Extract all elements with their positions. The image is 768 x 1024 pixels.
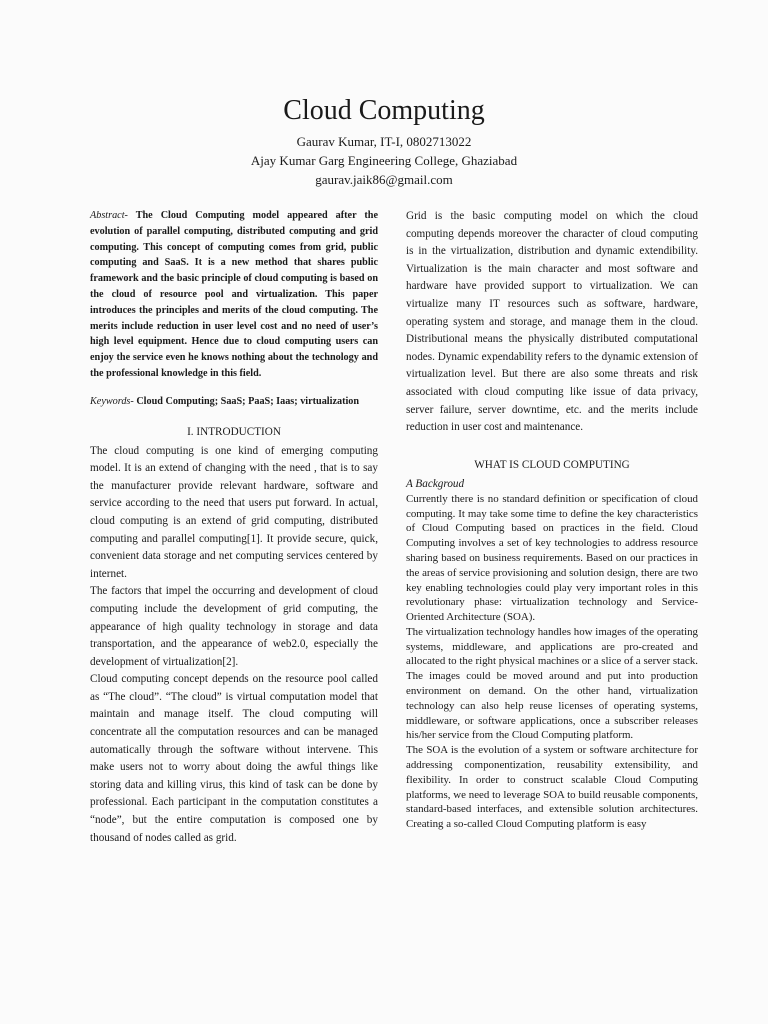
grid-paragraph: Grid is the basic computing model on which the cloud computing depends moreover the character of cloud computing is in the virtualization, distribution and dynamic extendibility. Virtualization is the main character and most software and hardware have provided support to virtualization. We can virtualize many IT resources such as software, hardware, operating system and storage, and manage them in the cloud. Distributional means the physically distributed computational nodes. Dynamic expendability refers to the dynamic extension of virtualization level. But there are also some threats and risk associated with cloud computing like issue of data privacy, server failure, server downtime, etc. and the merits include reduction in user cost and maintenance.	[406, 210, 698, 434]
right-column	[406, 208, 698, 832]
abstract-label: Abstract-	[90, 210, 128, 221]
affiliation: Ajay Kumar Garg Engineering College, Ghaziabad	[250, 153, 518, 168]
background-paragraph-1: Currently there is no standard definition or specification of cloud computing. It may take some time to define the key characteristics of Cloud Computing based on practices in the field. Cloud Computing involves a set of key technologies to address resource sharing based on business requirements. Based on our practices in the areas of service provisioning and solution design, there are two key enabling technologies could play very important roles in this revolutionary phase: virtualization technology and Service-Oriented Architecture (SOA).	[406, 492, 698, 624]
intro-paragraph-1: The cloud computing is one kind of emerging computing model. It is an extend of changing with the need , that is to say the manufacturer provide relevant hardware, software and service according to the need that users put forward. In actual, cloud computing is an extend of grid computing, distributed computing and parallel computing[1]. It provide secure, quick, convenient data storage and net computing services centered by internet.	[90, 444, 378, 580]
background-paragraph-2: The virtualization technology handles how images of the operating systems, middleware, and applications are pro-created and allocated to the right physical machines or a slice of a server stack. The images could be moved around and put into production environment on demand. On the other hand, virtualization technology can also help reuse licenses of operating systems, middleware, or software applications, once a subscriber releases his/her service from the Cloud Computing platform.	[406, 625, 698, 742]
email: gaurav.jaik86@gmail.com	[315, 172, 453, 187]
left-column	[90, 208, 378, 847]
intro-paragraph-2: The factors that impel the occurring and development of cloud computing include the development of grid computing, the appearance of high quality technology in storage and data transportation, and the appearance of web2.0, especially the development of virtualization[2].	[90, 585, 378, 668]
keywords-text: Cloud Computing; SaaS; PaaS; Iaas; virtualization	[133, 395, 360, 407]
keywords	[90, 394, 378, 410]
keywords-label: Keywords-	[90, 395, 134, 407]
author-line: Gaurav Kumar, IT-I, 0802713022	[296, 134, 472, 149]
abstract	[90, 208, 378, 382]
section-heading-what-is-cloud: WHAT IS CLOUD COMPUTING	[474, 458, 630, 471]
subheading-background: A Backgroud	[406, 477, 465, 490]
intro-paragraph-3: Cloud computing concept depends on the resource pool called as “The cloud”. “The cloud” is virtual computation model that maintain and manage itself. The cloud computing will concentrate all the computation resources and can be managed automatically through the software without intervene. This make users not to worry about doing the awful things like storing data and killing virus, this kind of task can be done by professional. Each participant in the computation constitutes a “node”, but the entire computation is composed one by thousand of nodes called as grid.	[90, 673, 378, 844]
abstract-text: The Cloud Computing model appeared after the evolution of parallel computing, distributed computing and grid computing. This concept of computing comes from grid, public computing and SaaS. It is a new method that shares public framework and the basic principle of cloud computing is based on the cloud of resource pool and virtualization. This paper introduces the principles and merits of the cloud computing. The merits include reduction in user level cost and no need of user’s high level equipment. Hence due to cloud computing users can enjoy the service even he knows nothing about the technology and the professional knowledge in this field.	[90, 210, 378, 379]
background-paragraph-3: The SOA is the evolution of a system or software architecture for addressing componentization, reusability extensibility, and flexibility. In order to construct scalable Cloud Computing platforms, we need to leverage SOA to build reusable components, standard-based interfaces, and extensible solution architectures. Creating a so-called Cloud Computing platform is easy	[406, 744, 698, 831]
paper-title: Cloud Computing	[283, 95, 485, 126]
section-heading-introduction: I. INTRODUCTION	[187, 425, 281, 438]
paper-header	[0, 94, 768, 189]
